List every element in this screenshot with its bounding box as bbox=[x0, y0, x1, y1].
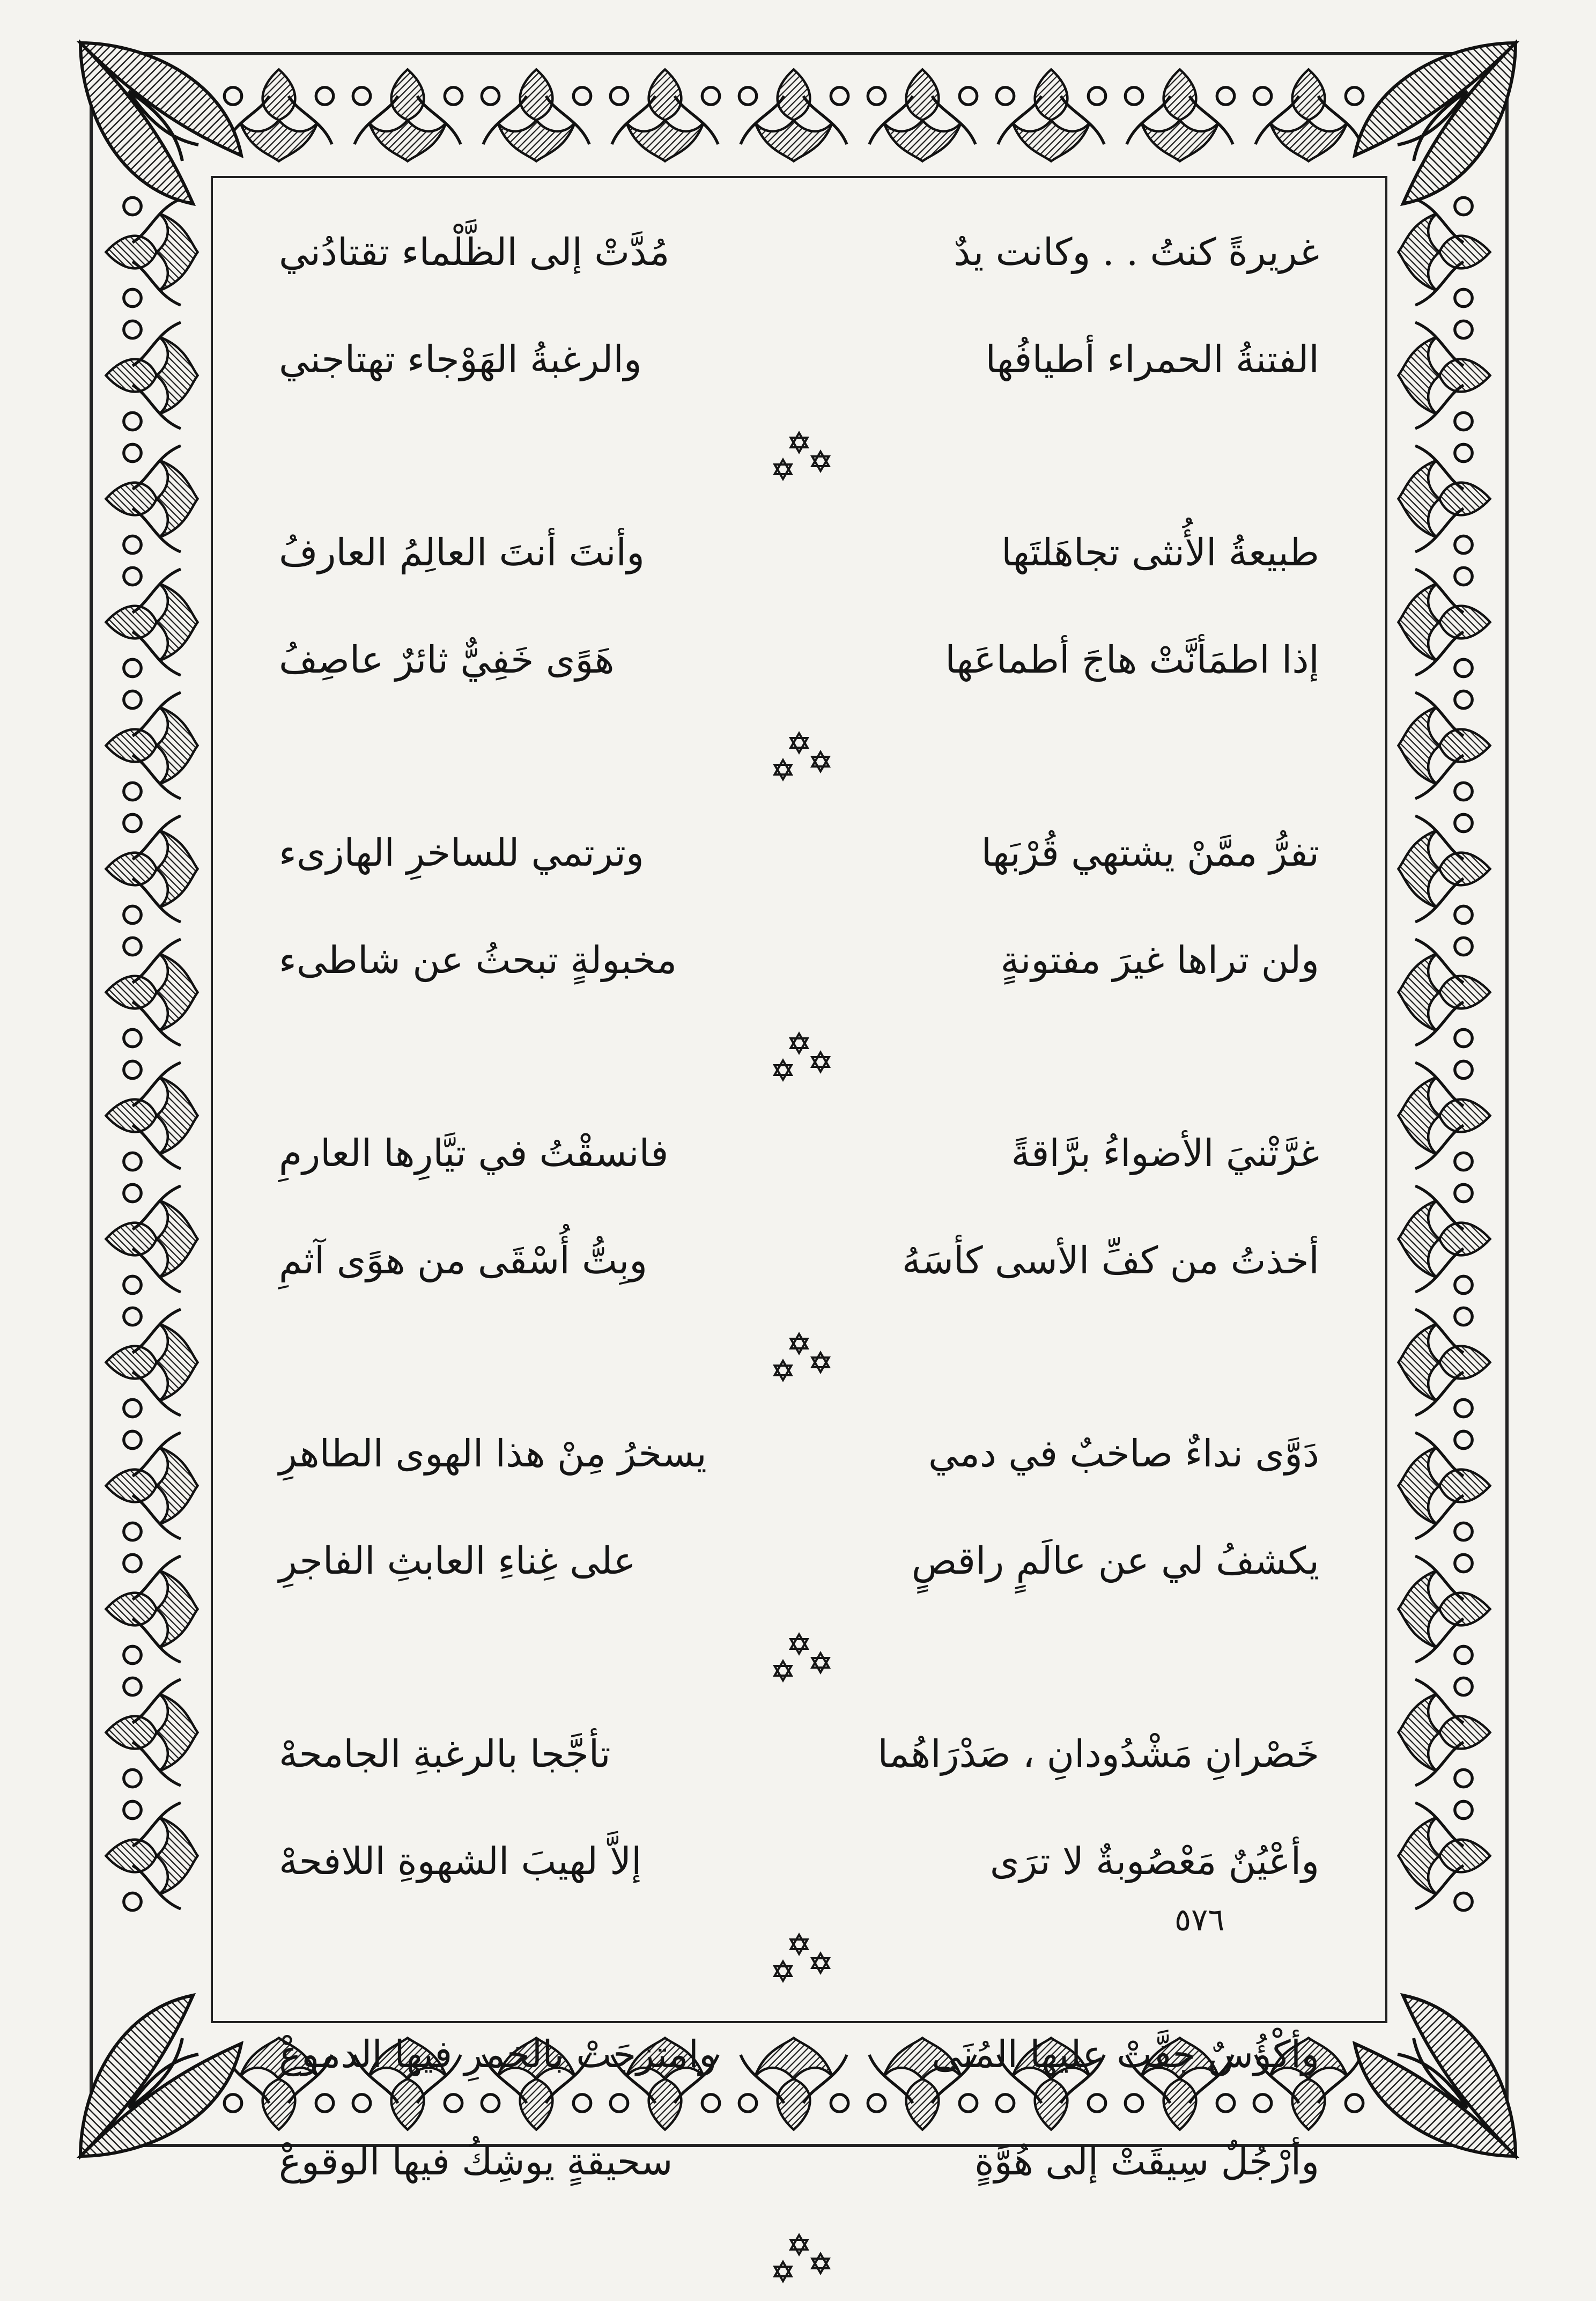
second-hemistich: وامتزجَتْ بالخمرِ فيها الدموعْ bbox=[279, 2032, 717, 2076]
verse-line bbox=[279, 799, 1319, 906]
star-icon bbox=[790, 733, 807, 753]
verse-line bbox=[279, 1700, 1319, 1808]
verse-line bbox=[279, 2108, 1319, 2215]
star-separator bbox=[279, 1614, 1319, 1700]
second-hemistich: والرغبةُ الهَوْجاء تهتاجني bbox=[279, 337, 642, 381]
stanza bbox=[279, 1700, 1319, 1915]
star-separator bbox=[279, 2215, 1319, 2301]
verse-line bbox=[279, 499, 1319, 606]
second-hemistich: على غِناءِ العابثِ الفاجرِ bbox=[279, 1539, 636, 1583]
stanza bbox=[279, 799, 1319, 1014]
second-hemistich: وأنتَ أنتَ العالِمُ العارفُ bbox=[279, 530, 645, 574]
star-icon bbox=[812, 1353, 829, 1372]
first-hemistich: الفتنةُ الحمراء أطيافُها bbox=[985, 337, 1319, 381]
star-separator bbox=[279, 1014, 1319, 1100]
star-icon bbox=[812, 2254, 829, 2273]
second-hemistich: سحيقةٍ يوشِكُ فيها الوقوعْ bbox=[279, 2140, 673, 2184]
stanza bbox=[279, 2001, 1319, 2215]
poem bbox=[279, 198, 1319, 2301]
verse-line bbox=[279, 1400, 1319, 1507]
star-icon bbox=[774, 760, 791, 779]
star-separator bbox=[279, 413, 1319, 499]
star-icon bbox=[774, 1060, 791, 1080]
second-hemistich: فانسقْتُ في تيَّارِها العارمِ bbox=[279, 1131, 669, 1175]
stanza bbox=[279, 198, 1319, 413]
star-separator bbox=[279, 1915, 1319, 2001]
star-icon bbox=[812, 752, 829, 771]
star-icon bbox=[774, 2262, 791, 2281]
second-hemistich: مخبولةٍ تبحثُ عن شاطىء bbox=[279, 938, 677, 982]
star-icon bbox=[812, 1953, 829, 1973]
page-number: ٥٧٦ bbox=[1174, 1901, 1225, 1938]
first-hemistich: دَوَّى نداءٌ صاخبٌ في دمي bbox=[928, 1432, 1319, 1476]
verse-line bbox=[279, 1507, 1319, 1614]
verse-line bbox=[279, 906, 1319, 1014]
verse-line bbox=[279, 198, 1319, 306]
verse-line bbox=[279, 306, 1319, 413]
stanza bbox=[279, 1400, 1319, 1614]
first-hemistich: أخذتُ من كفِّ الأسى كأسَهُ bbox=[902, 1238, 1319, 1282]
verse-line bbox=[279, 1207, 1319, 1314]
first-hemistich: وأعْيُنٌ مَعْصُوبةٌ لا ترَى bbox=[989, 1839, 1319, 1883]
second-hemistich: تأجَّجا بالرغبةِ الجامحهْ bbox=[279, 1732, 611, 1776]
star-separator bbox=[279, 713, 1319, 799]
star-separator bbox=[279, 1314, 1319, 1400]
second-hemistich: يسخرُ مِنْ هذا الهوى الطاهرِ bbox=[279, 1432, 707, 1476]
stanza bbox=[279, 1100, 1319, 1314]
star-icon bbox=[774, 460, 791, 479]
star-icon bbox=[790, 1334, 807, 1353]
first-hemistich: طبيعةُ الأُنثى تجاهَلتَها bbox=[1001, 530, 1319, 574]
second-hemistich: مُدَّتْ إلى الظَّلْماء تقتادُني bbox=[279, 230, 670, 274]
first-hemistich: وأرْجُلٌ سِيقَتْ إلى هُوَّةٍ bbox=[974, 2140, 1319, 2184]
second-hemistich: هَوًى خَفِيٌّ ثائرٌ عاصِفُ bbox=[279, 638, 615, 682]
star-icon bbox=[812, 452, 829, 471]
verse-line bbox=[279, 1100, 1319, 1207]
star-icon bbox=[774, 1661, 791, 1680]
stanza bbox=[279, 499, 1319, 713]
star-icon bbox=[790, 1935, 807, 1954]
star-icon bbox=[790, 2235, 807, 2254]
star-icon bbox=[812, 1653, 829, 1672]
first-hemistich: ولن تراها غيرَ مفتونةٍ bbox=[1000, 938, 1319, 982]
verse-line bbox=[279, 1808, 1319, 1915]
star-icon bbox=[774, 1361, 791, 1380]
star-icon bbox=[774, 1961, 791, 1981]
first-hemistich: خَصْرانِ مَشْدُودانِ ، صَدْرَاهُما bbox=[877, 1732, 1319, 1776]
verse-line bbox=[279, 606, 1319, 713]
verse-line bbox=[279, 2001, 1319, 2108]
star-icon bbox=[790, 1634, 807, 1654]
star-icon bbox=[790, 1034, 807, 1053]
first-hemistich: تفرُّ ممَّنْ يشتهي قُرْبَها bbox=[981, 831, 1319, 875]
first-hemistich: إذا اطمَأنَّتْ هاجَ أطماعَها bbox=[945, 638, 1319, 682]
second-hemistich: وبِتُّ أُسْقَى من هوًى آثمِ bbox=[279, 1238, 648, 1282]
star-icon bbox=[790, 433, 807, 452]
first-hemistich: يكشفُ لي عن عالَمٍ راقصٍ bbox=[911, 1539, 1319, 1583]
second-hemistich: وترتمي للساخرِ الهازىء bbox=[279, 831, 644, 875]
second-hemistich: إلاَّ لهيبَ الشهوةِ اللافحهْ bbox=[279, 1839, 642, 1883]
first-hemistich: وأكْؤُسٌ جفَّتْ عليها المُنَى bbox=[932, 2032, 1319, 2076]
star-icon bbox=[812, 1052, 829, 1072]
first-hemistich: غرَّتْنيَ الأضواءُ برَّاقةً bbox=[1011, 1131, 1319, 1175]
first-hemistich: غريرةً كنتُ . . وكانت يدٌ bbox=[954, 230, 1319, 274]
